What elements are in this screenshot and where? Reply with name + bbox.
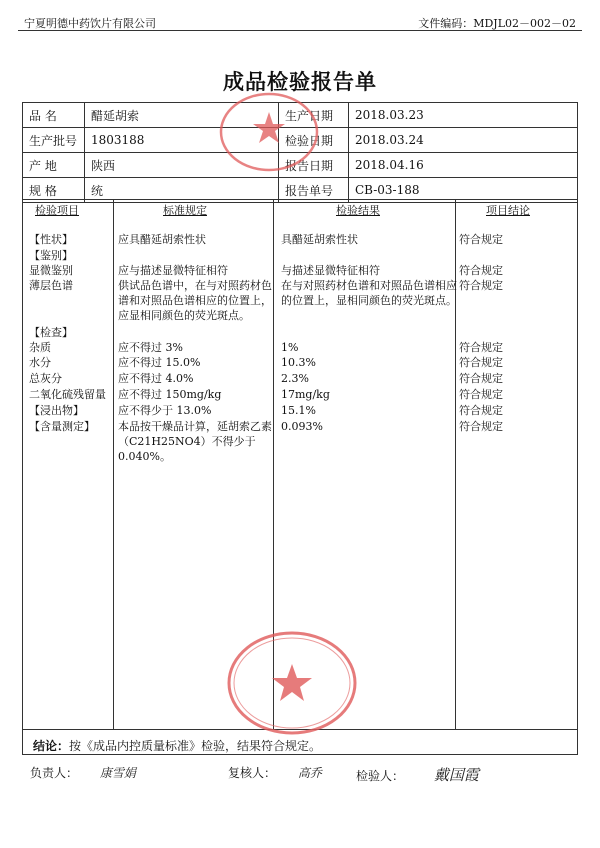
item-cell: 【浸出物】 [29, 404, 84, 417]
standard-line: 谱和对照品色谱相应的位置上， [118, 294, 272, 307]
standard-line: 供试品色谱中，在与对照药材色 [118, 279, 272, 292]
report-no-value: CB-03-188 [349, 178, 578, 203]
conclusion-cell: 符合规定 [459, 388, 503, 401]
column-header-conclusion: 项目结论 [486, 204, 530, 217]
result-cell [281, 278, 461, 308]
column-header-result: 检验结果 [336, 204, 380, 217]
responsible-label: 负责人： [30, 766, 79, 780]
inspector-label: 检验人： [356, 769, 405, 783]
report-date-value: 2018.04.16 [349, 153, 578, 178]
conclusion-cell: 符合规定 [459, 356, 503, 369]
report-date-label: 报告日期 [279, 153, 349, 178]
spec-label: 规 格 [23, 178, 85, 203]
conclusion-cell: 符合规定 [459, 404, 503, 417]
standard-cell: 应不得过 150mg/kg [118, 388, 222, 401]
company-name: 宁夏明德中药饮片有限公司 [24, 17, 156, 30]
conclusion-cell: 符合规定 [459, 264, 503, 277]
item-cell: 二氧化硫残留量 [29, 388, 106, 401]
origin-value: 陕西 [85, 153, 279, 178]
reviewer-name: 高乔 [297, 766, 322, 780]
standard-line: （C21H25NO4）不得少于 0.040%。 [118, 435, 256, 463]
standard-line: 本品按干燥品计算，延胡索乙素 [118, 420, 272, 433]
conclusion-cell: 符合规定 [459, 341, 503, 354]
standard-cell [118, 419, 276, 464]
prod-date-value: 2018.03.23 [349, 103, 578, 128]
inspector-signature [356, 764, 479, 785]
conclusion-cell: 符合规定 [459, 233, 503, 246]
spec-value: 统 [85, 178, 279, 203]
item-cell: 【鉴别】 [29, 249, 73, 262]
standard-cell: 应不得过 3% [118, 341, 183, 354]
document-number: 文件编码：MDJL02－002－02 [418, 17, 576, 30]
item-cell: 显微鉴别 [29, 264, 73, 277]
standard-line: 应显相同颜色的荧光斑点。 [118, 309, 250, 322]
item-cell: 【含量测定】 [29, 420, 95, 433]
conclusion-cell: 符合规定 [459, 420, 503, 433]
responsible-name: 康雪娟 [99, 766, 136, 780]
page-header [18, 0, 582, 31]
responsible-signature [30, 764, 136, 781]
batch-value: 1803188 [85, 128, 279, 153]
standard-cell [118, 278, 276, 323]
standard-cell: 应与描述显微特征相符 [118, 264, 228, 277]
batch-label: 生产批号 [23, 128, 85, 153]
test-date-label: 检验日期 [279, 128, 349, 153]
result-cell: 15.1% [281, 404, 316, 417]
column-header-item: 检验项目 [35, 204, 79, 217]
item-cell: 【性状】 [29, 233, 73, 246]
result-cell: 10.3% [281, 356, 316, 369]
item-cell: 【检查】 [29, 326, 73, 339]
test-date-value: 2018.03.24 [349, 128, 578, 153]
quality-control-seal [224, 628, 360, 738]
conclusion-cell: 符合规定 [459, 279, 503, 292]
item-cell: 水分 [29, 356, 51, 369]
product-value: 醋延胡索 [85, 103, 279, 128]
product-label: 品 名 [23, 103, 85, 128]
standard-cell: 应不得过 4.0% [118, 372, 194, 385]
result-line: 的位置上，显相同颜色的荧光斑点。 [281, 294, 457, 307]
conclusion-label: 结论： [33, 739, 70, 753]
item-cell: 薄层色谱 [29, 279, 73, 292]
reviewer-signature [228, 764, 322, 781]
result-cell: 1% [281, 341, 299, 354]
inspector-name: 戴国霞 [433, 766, 479, 784]
result-cell: 与描述显微特征相符 [281, 264, 380, 277]
page-title: 成品检验报告单 [223, 69, 377, 94]
result-cell: 2.3% [281, 372, 309, 385]
result-cell: 具醋延胡索性状 [281, 233, 358, 246]
result-cell: 17mg/kg [281, 388, 330, 401]
result-cell: 0.093% [281, 420, 323, 433]
quality-dept-stamp [217, 90, 321, 174]
conclusion-cell: 符合规定 [459, 372, 503, 385]
standard-cell: 应不得少于 13.0% [118, 404, 212, 417]
item-cell: 总灰分 [29, 372, 62, 385]
result-line: 在与对照药材色谱和对照品色谱相应 [281, 279, 457, 292]
item-cell: 杂质 [29, 341, 51, 354]
column-header-standard: 标准规定 [163, 204, 207, 217]
standard-cell: 应不得过 15.0% [118, 356, 201, 369]
reviewer-label: 复核人： [228, 766, 277, 780]
conclusion [33, 737, 321, 754]
origin-label: 产 地 [23, 153, 85, 178]
prod-date-label: 生产日期 [279, 103, 349, 128]
report-no-label: 报告单号 [279, 178, 349, 203]
standard-cell: 应具醋延胡索性状 [118, 233, 206, 246]
conclusion-text: 按《成品内控质量标准》检验，结果符合规定。 [69, 739, 322, 753]
